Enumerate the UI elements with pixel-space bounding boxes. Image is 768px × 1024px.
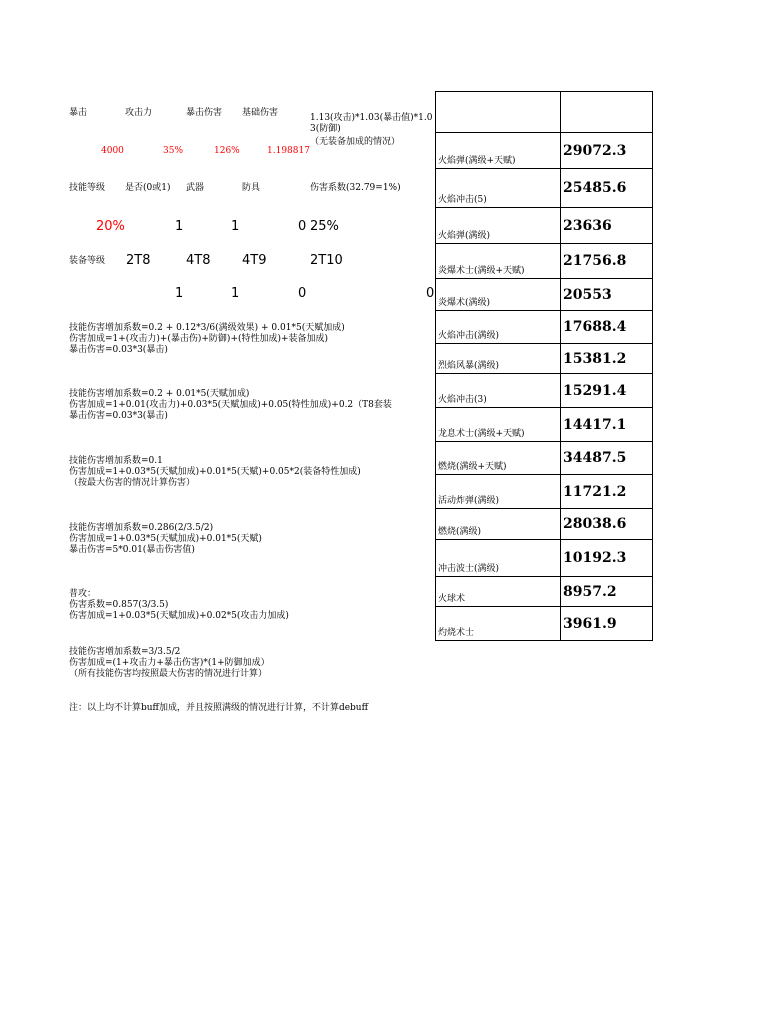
row3b-value-4: 0 bbox=[426, 286, 435, 301]
table-row bbox=[436, 509, 653, 540]
table-header-cell bbox=[561, 92, 653, 133]
skill-name: 冲击波士(满级) bbox=[436, 540, 561, 577]
skill-damage: 15291.4 bbox=[561, 374, 653, 408]
row3-value-2t8: 2T8 bbox=[126, 253, 151, 268]
skill-damage: 14417.1 bbox=[561, 408, 653, 442]
note-block: 技能伤害增加系数=0.2 + 0.01*5(天赋加成) 伤害加成=1+0.01(攻击力)+0.03*5(天赋加成)+0.05(特性加成)+0.2（T8套装 暴击伤害=0.03*3(暴击) bbox=[69, 389, 392, 421]
row3b-value-1: 1 bbox=[175, 286, 184, 301]
table-row bbox=[436, 442, 653, 475]
skill-name: 火球术 bbox=[436, 577, 561, 607]
skill-damage: 25485.6 bbox=[561, 169, 653, 208]
table-header-row bbox=[436, 92, 653, 133]
value-crit-damage: 126% bbox=[214, 146, 240, 156]
note-footnote: 注：以上均不计算buff加成，并且按照满级的情况进行计算，不计算debuff bbox=[69, 703, 368, 713]
skill-name: 火焰冲击(5) bbox=[436, 169, 561, 208]
table-row bbox=[436, 475, 653, 509]
damage-ranking-table bbox=[435, 91, 653, 641]
value-base-damage: 1.198817 bbox=[267, 146, 310, 156]
skill-damage: 23636 bbox=[561, 208, 653, 244]
formula-text: 1.13(攻击)*1.03(暴击值)*1.03(防御) bbox=[310, 113, 433, 134]
skill-name: 火焰弹(满级+天赋) bbox=[436, 133, 561, 169]
table-row bbox=[436, 374, 653, 408]
row2-value-1: 1 bbox=[175, 219, 184, 234]
header-label-crit-damage: 暴击伤害 bbox=[186, 108, 223, 118]
table-header-cell bbox=[436, 92, 561, 133]
note-block: 技能伤害增加系数=3/3.5/2 伤害加成=(1+攻击力+暴击伤害)*(1+防御加成） （所有技能伤害均按照最大伤害的情况进行计算） bbox=[69, 647, 270, 679]
row2-value-percent: 20% bbox=[96, 219, 125, 234]
row2-col-weapon: 武器 bbox=[186, 183, 205, 193]
table-row bbox=[436, 244, 653, 279]
header-label-crit: 暴击 bbox=[69, 108, 88, 118]
skill-name: 龙息术士(满级+天赋) bbox=[436, 408, 561, 442]
note-block: 技能伤害增加系数=0.286(2/3.5/2) 伤害加成=1+0.03*5(天赋加成)+0.01*5(天赋) 暴击伤害=5*0.01(暴击伤害值) bbox=[69, 523, 262, 555]
row2-col-armor: 防具 bbox=[242, 183, 261, 193]
row2-col-toggle: 是否(0或1) bbox=[125, 183, 171, 193]
row2-right-label: 伤害系数(32.79=1%) bbox=[310, 183, 401, 193]
table-row bbox=[436, 311, 653, 344]
table-row bbox=[436, 408, 653, 442]
row3-label: 装备等级 bbox=[69, 256, 106, 266]
note-block: 技能伤害增加系数=0.2 + 0.12*3/6(满级效果) + 0.01*5(天赋加成) 伤害加成=1+(攻击力)+(暴击伤)+防御)+(特性加成)+装备加成) 暴击伤害=0.03*3(暴击) bbox=[69, 323, 345, 355]
table-row bbox=[436, 577, 653, 607]
skill-name: 火焰冲击(3) bbox=[436, 374, 561, 408]
row3-value-2t10: 2T10 bbox=[310, 253, 343, 268]
skill-name: 活动炸弹(满级) bbox=[436, 475, 561, 509]
row3b-value-2: 1 bbox=[231, 286, 240, 301]
row3-value-4t8: 4T8 bbox=[186, 253, 211, 268]
row2-value-2: 1 bbox=[231, 219, 240, 234]
table-row bbox=[436, 607, 653, 641]
skill-name: 炎爆术(满级) bbox=[436, 279, 561, 311]
skill-name: 燃烧(满级) bbox=[436, 509, 561, 540]
skill-damage: 10192.3 bbox=[561, 540, 653, 577]
skill-name: 火焰弹(满级) bbox=[436, 208, 561, 244]
table-row bbox=[436, 344, 653, 374]
skill-name: 炎爆术士(满级+天赋) bbox=[436, 244, 561, 279]
table-row bbox=[436, 540, 653, 577]
value-attack: 35% bbox=[163, 146, 184, 156]
skill-damage: 3961.9 bbox=[561, 607, 653, 641]
skill-damage: 11721.2 bbox=[561, 475, 653, 509]
row2-value-coefficient: 25% bbox=[310, 219, 339, 234]
value-crit: 4000 bbox=[101, 146, 124, 156]
header-label-base-damage: 基础伤害 bbox=[242, 108, 279, 118]
formula-note: （无装备加成的情况） bbox=[310, 137, 401, 147]
skill-damage: 17688.4 bbox=[561, 311, 653, 344]
header-label-attack: 攻击力 bbox=[125, 108, 153, 118]
skill-damage: 29072.3 bbox=[561, 133, 653, 169]
skill-damage: 28038.6 bbox=[561, 509, 653, 540]
skill-name: 烈焰风暴(满级) bbox=[436, 344, 561, 374]
row2-value-3: 0 bbox=[298, 219, 307, 234]
table-row bbox=[436, 208, 653, 244]
row2-label: 技能等级 bbox=[69, 183, 106, 193]
skill-name: 燃烧(满级+天赋) bbox=[436, 442, 561, 475]
skill-damage: 20553 bbox=[561, 279, 653, 311]
row3-value-4t9: 4T9 bbox=[242, 253, 267, 268]
skill-damage: 21756.8 bbox=[561, 244, 653, 279]
note-block: 技能伤害增加系数=0.1 伤害加成=1+0.03*5(天赋加成)+0.01*5(天赋)+0.05*2(装备特性加成) （按最大伤害的情况计算伤害） bbox=[69, 456, 361, 488]
skill-damage: 8957.2 bbox=[561, 577, 653, 607]
skill-damage: 34487.5 bbox=[561, 442, 653, 475]
skill-name: 火焰冲击(满级) bbox=[436, 311, 561, 344]
table-row bbox=[436, 133, 653, 169]
skill-name: 灼烧术士 bbox=[436, 607, 561, 641]
row3b-value-3: 0 bbox=[298, 286, 307, 301]
skill-damage: 15381.2 bbox=[561, 344, 653, 374]
table-row bbox=[436, 279, 653, 311]
table-row bbox=[436, 169, 653, 208]
note-block: 普攻： 伤害系数=0.857(3/3.5) 伤害加成=1+0.03*5(天赋加成)+0.02*5(攻击力加成) bbox=[69, 589, 289, 621]
